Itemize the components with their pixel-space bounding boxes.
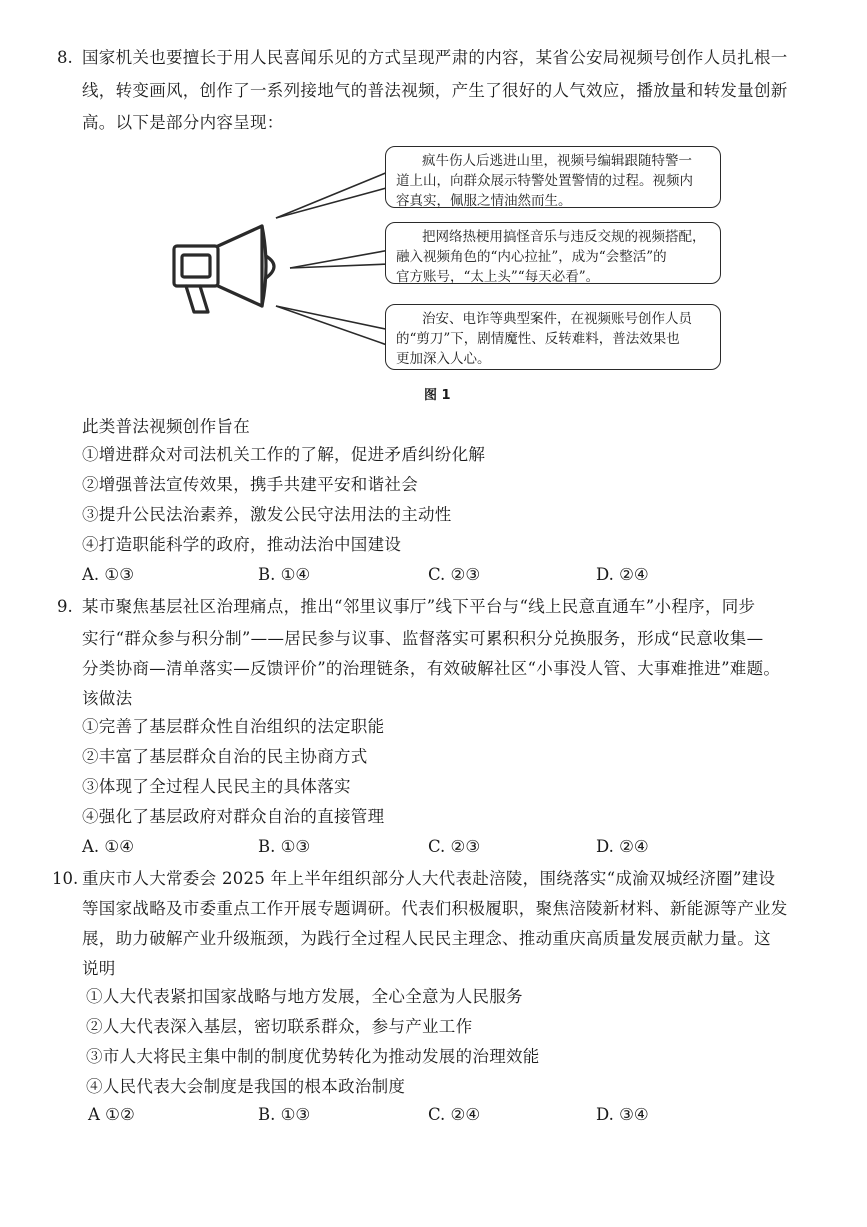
bubble-1-line-3: 容真实，佩服之情油然而生。 xyxy=(396,193,572,209)
q8-item-3: ③提升公民法治素养，激发公民守法用法的主动性 xyxy=(82,505,452,524)
q9-item-1: ①完善了基层群众性自治组织的法定职能 xyxy=(82,717,385,736)
q10-option-b[interactable]: B. ①③ xyxy=(258,1105,311,1124)
q10-stem-line-2: 等国家战略及市委重点工作开展专题调研。代表们积极履职，聚焦涪陵新材料、新能源等产业发 xyxy=(82,899,788,918)
q9-option-a[interactable]: A. ①④ xyxy=(82,837,134,856)
q8-option-c[interactable]: C. ②③ xyxy=(428,565,481,584)
megaphone-icon xyxy=(174,226,274,312)
q9-stem-line-3: 分类协商—清单落实—反馈评价”的治理链条，有效破解社区“小事没人管、大事难推进”难题。 xyxy=(82,659,781,678)
q9-number: 9. xyxy=(57,597,73,616)
q10-option-d[interactable]: D. ③④ xyxy=(596,1105,649,1124)
q10-option-c[interactable]: C. ②④ xyxy=(428,1105,481,1124)
q8-option-d[interactable]: D. ②④ xyxy=(596,565,649,584)
q9-item-4: ④强化了基层政府对群众自治的直接管理 xyxy=(82,807,385,826)
q9-item-3: ③体现了全过程人民民主的具体落实 xyxy=(82,777,351,796)
bubble-2-line-3: 官方账号，“太上头”“每天必看”。 xyxy=(396,269,600,285)
bubble-3-line-3: 更加深入人心。 xyxy=(396,351,491,367)
q8-item-4: ④打造职能科学的政府，推动法治中国建设 xyxy=(82,535,402,554)
q8-option-b[interactable]: B. ①④ xyxy=(258,565,311,584)
q10-stem-line-1: 重庆市人大常委会 2025 年上半年组织部分人大代表赴涪陵，围绕落实“成渝双城经济圈”建设 xyxy=(82,869,776,888)
bubble-2-line-1: 把网络热梗用搞怪音乐与违反交规的视频搭配， xyxy=(422,229,706,245)
bubble-1-line-2: 道上山，向群众展示特警处置警情的过程。视频内 xyxy=(396,173,693,189)
q9-stem-line-2: 实行“群众参与积分制”——居民参与议事、监督落实可累积积分兑换服务，形成“民意收集— xyxy=(82,629,764,648)
figure-caption: 图 1 xyxy=(424,388,451,403)
q10-number: 10. xyxy=(52,869,79,888)
q10-stem-line-4: 说明 xyxy=(82,959,116,978)
q9-item-2: ②丰富了基层群众自治的民主协商方式 xyxy=(82,747,368,766)
q8-stem-line-3: 高。以下是部分内容呈现： xyxy=(82,113,284,132)
connector-lines xyxy=(276,172,390,346)
q10-stem-line-3: 展，助力破解产业升级瓶颈，为践行全过程人民民主理念、推动重庆高质量发展贡献力量。这 xyxy=(82,929,771,948)
bubble-3-line-1: 治安、电诈等典型案件，在视频账号创作人员 xyxy=(422,311,692,327)
q8-stem-line-1: 国家机关也要擅长于用人民喜闻乐见的方式呈现严肃的内容，某省公安局视频号创作人员扎根一 xyxy=(82,48,788,67)
q9-option-c[interactable]: C. ②③ xyxy=(428,837,481,856)
q10-item-1: ①人大代表紧扣国家战略与地方发展，全心全意为人民服务 xyxy=(86,987,523,1006)
q9-option-d[interactable]: D. ②④ xyxy=(596,837,649,856)
q8-prompt: 此类普法视频创作旨在 xyxy=(82,417,250,436)
q10-item-3: ③市人大将民主集中制的制度优势转化为推动发展的治理效能 xyxy=(86,1047,540,1066)
q10-item-4: ④人民代表大会制度是我国的根本政治制度 xyxy=(86,1077,406,1096)
q10-option-a[interactable]: A ①② xyxy=(88,1105,135,1124)
bubble-1-line-1: 疯牛伤人后逃进山里，视频号编辑跟随特警一 xyxy=(422,153,692,169)
bubble-3-line-2: 的“剪刀”下，剧情魔性、反转难料，普法效果也 xyxy=(396,331,680,347)
q8-stem-line-2: 线，转变画风，创作了一系列接地气的普法视频，产生了很好的人气效应，播放量和转发量创新 xyxy=(82,81,788,100)
q8-item-2: ②增强普法宣传效果，携手共建平安和谐社会 xyxy=(82,475,418,494)
q9-option-b[interactable]: B. ①③ xyxy=(258,837,311,856)
q8-option-a[interactable]: A. ①③ xyxy=(82,565,134,584)
figure-bubble-1 xyxy=(385,146,721,208)
figure-bubble-3 xyxy=(385,304,721,370)
q9-stem-line-4: 该做法 xyxy=(82,689,133,708)
q10-item-2: ②人大代表深入基层，密切联系群众，参与产业工作 xyxy=(86,1017,473,1036)
q8-number: 8. xyxy=(57,48,73,67)
q9-stem-line-1: 某市聚焦基层社区治理痛点，推出“邻里议事厅”线下平台与“线上民意直通车”小程序，同步 xyxy=(82,597,756,616)
q8-item-1: ①增进群众对司法机关工作的了解，促进矛盾纠纷化解 xyxy=(82,445,486,464)
bubble-2-line-2: 融入视频角色的“内心拉扯”，成为“会整活”的 xyxy=(396,249,667,265)
figure-bubble-2 xyxy=(385,222,721,284)
